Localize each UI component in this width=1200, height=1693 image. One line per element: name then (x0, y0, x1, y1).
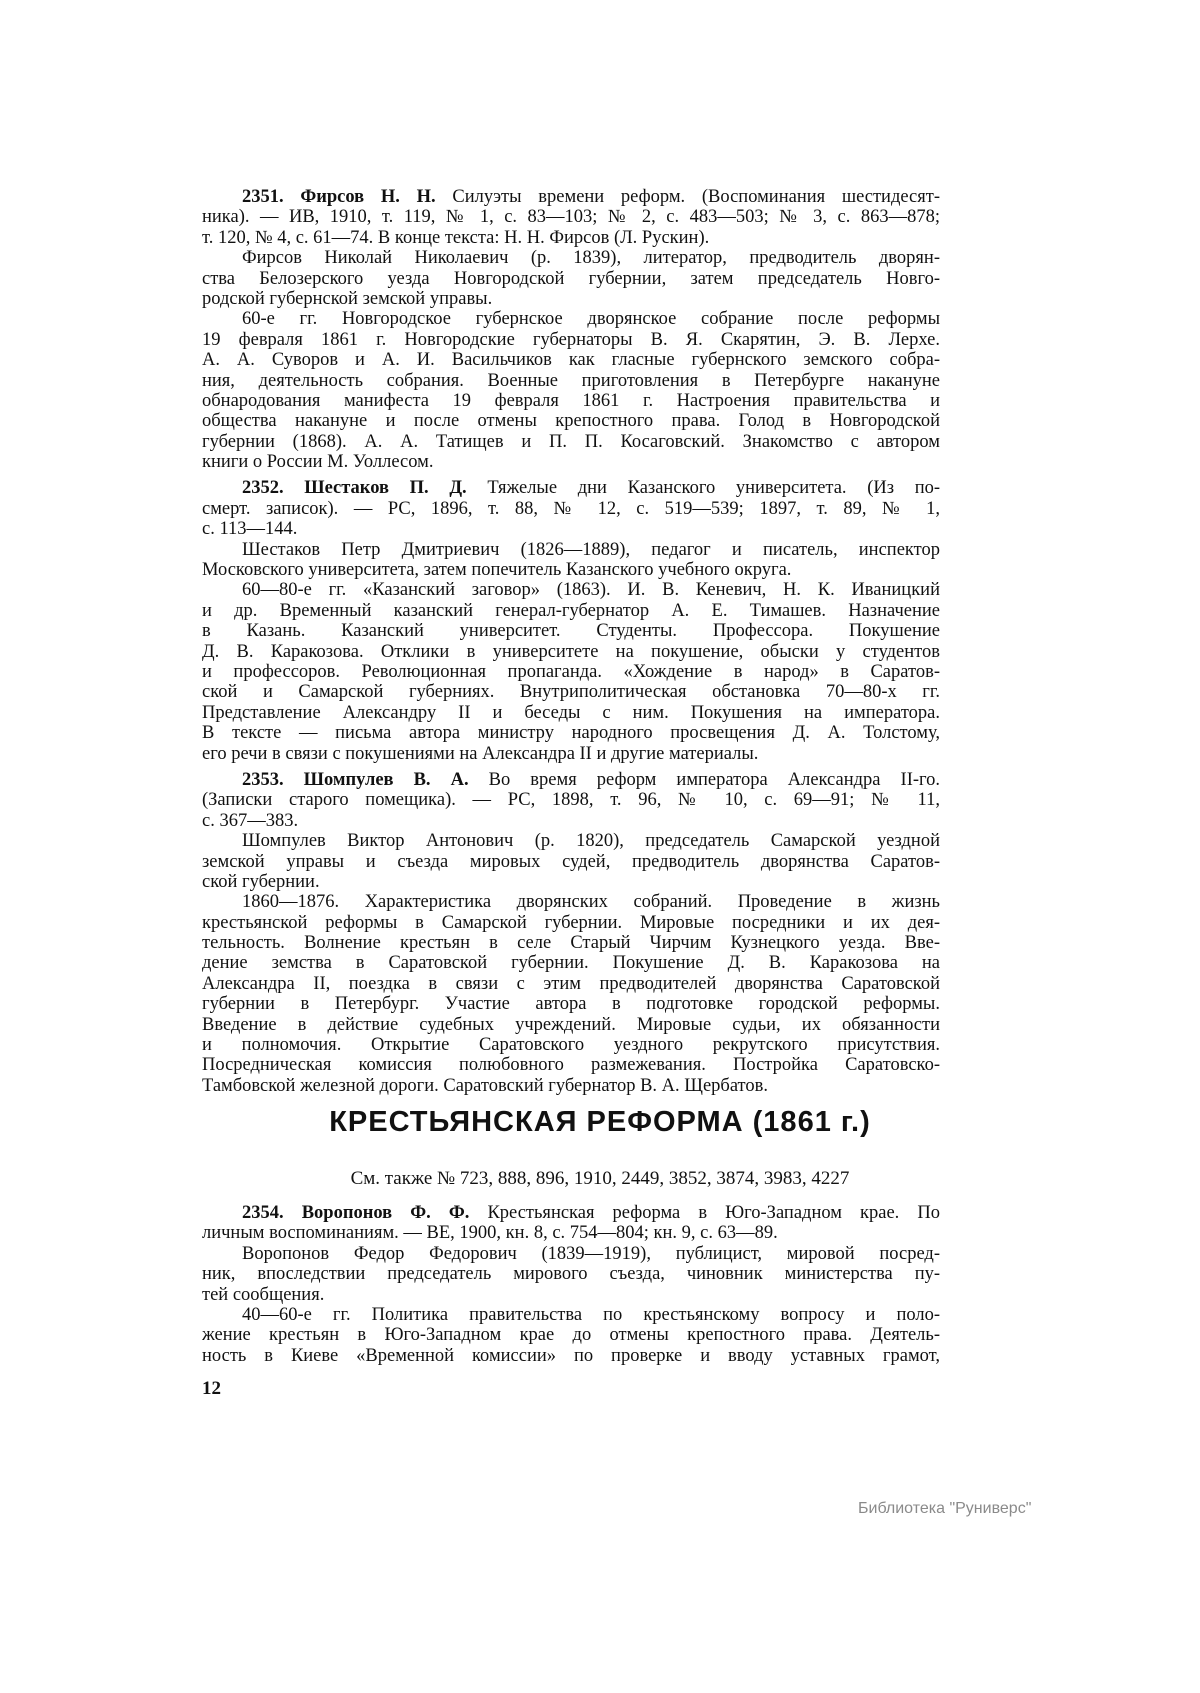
text-line (202, 790, 940, 810)
line-text: и профессоров. Революционная пропаганда. «Хождение в народ» в Саратов- (202, 661, 940, 682)
line-text: Шомпулев Виктор Антонович (р. 1820), председатель Самарской уездной (242, 831, 940, 852)
line-text: Во время реформ императора Александра II-го. (488, 769, 940, 790)
line-text: 40—60-е гг. Политика правительства по крестьянскому вопросу и поло- (242, 1304, 940, 1325)
entry-author-lead: 2353. Шомпулев В. А. (242, 769, 469, 790)
text-line (202, 642, 940, 662)
line-text: дение земства в Саратовской губернии. Покушение Д. В. Каракозова на (202, 953, 940, 974)
text-line (202, 892, 940, 912)
bibliography-entry (202, 187, 940, 248)
text-line (202, 913, 940, 933)
line-text: земской управы и съезда мировых судей, предводитель дворянства Саратов- (202, 851, 940, 872)
text-line (202, 1325, 940, 1345)
text-line (202, 601, 940, 621)
text-line (202, 1305, 940, 1325)
text-line (202, 580, 940, 600)
line-text: т. 120, № 4, с. 61—74. В конце текста: Н. Н. Фирсов (Л. Рускин). (202, 227, 710, 248)
annotation-paragraph (202, 248, 940, 309)
text-line (202, 1035, 940, 1055)
entry-author-lead: 2351. Фирсов Н. Н. (242, 187, 436, 207)
line-text: Тяжелые дни Казанского университета. (Из по- (487, 478, 940, 499)
text-line (202, 1015, 940, 1035)
annotation-paragraph (202, 1244, 940, 1305)
line-text: ния, деятельность собрания. Военные приготовления в Петербурге накануне (202, 370, 940, 391)
line-text: смерт. записок). — РС, 1896, т. 88, № 12, с. 519—539; 1897, т. 89, № 1, (202, 498, 940, 519)
text-line (202, 1055, 940, 1075)
annotation-paragraph (202, 540, 940, 581)
text-line (202, 499, 940, 519)
line-text: и полномочия. Открытие Саратовского уездного рекрутского присутствия. (202, 1035, 940, 1056)
annotation-paragraph (202, 831, 940, 892)
text-line (202, 478, 940, 498)
text-line (202, 1264, 940, 1284)
line-text: Крестьянская реформа в Юго-Западном крае. По (487, 1203, 940, 1223)
text-line (202, 933, 940, 953)
line-text: А. А. Суворов и А. И. Васильчиков как гласные губернского земского собра- (202, 350, 940, 371)
line-text: в Казань. Казанский университет. Студенты. Профессора. Покушение (202, 621, 940, 642)
text-line (202, 831, 940, 851)
line-text: Силуэты времени реформ. (Воспоминания шестидесят- (452, 187, 940, 207)
line-text: 19 февраля 1861 г. Новгородские губернаторы В. Я. Скарятин, Э. В. Лерхе. (202, 329, 940, 350)
line-text: Посредническая комиссия полюбовного размежевания. Постройка Саратовско- (202, 1055, 940, 1076)
section-heading: КРЕСТЬЯНСКАЯ РЕФОРМА (1861 г.) (329, 1106, 871, 1138)
line-text: 60—80-е гг. «Казанский заговор» (1863). И. В. Кеневич, Н. К. Иваницкий (242, 580, 940, 601)
line-text: 60-е гг. Новгородское губернское дворянское собрание после реформы (242, 309, 940, 330)
annotation-paragraph (202, 1305, 940, 1366)
entry-author-lead: 2352. Шестаков П. Д. (242, 478, 467, 499)
text-line (202, 723, 940, 743)
line-text: с. 113—144. (202, 519, 298, 540)
annotation-paragraph (202, 892, 940, 1096)
text-block-upper (202, 187, 940, 1096)
line-text: Тамбовской железной дороги. Саратовский губернатор В. А. Щербатов. (202, 1075, 769, 1096)
text-line (202, 411, 940, 431)
line-text: и др. Временный казанский генерал-губернатор А. Е. Тимашев. Назначение (202, 600, 940, 621)
text-line (202, 1244, 940, 1264)
text-line (202, 330, 940, 350)
line-text: ник, впоследствии председатель мирового съезда, чиновник министерства пу- (202, 1264, 940, 1285)
line-text: тельность. Волнение крестьян в селе Старый Чирчим Кузнецкого уезда. Вве- (202, 933, 940, 954)
text-line (202, 1285, 940, 1305)
line-text: Александра II, поездка в связи с этим предводителей дворянства Саратовской (202, 973, 940, 994)
page-number: 12 (202, 1378, 221, 1399)
text-line (202, 371, 940, 391)
text-line (202, 994, 940, 1014)
entry-author-lead: 2354. Воропонов Ф. Ф. (242, 1203, 470, 1223)
line-text: крестьянской реформы в Самарской губернии. Мировые посредники и их дея- (202, 912, 940, 933)
library-watermark: Библиотека "Руниверс" (858, 1500, 1032, 1517)
text-line (202, 289, 940, 309)
annotation-paragraph (202, 580, 940, 764)
line-text: Д. В. Каракозова. Отклики в университете на покушение, обыски у студентов (202, 641, 940, 662)
line-text: родской губернской земской управы. (202, 288, 493, 309)
line-text: 1860—1876. Характеристика дворянских собраний. Проведение в жизнь (242, 892, 940, 913)
line-text: губернии (1868). А. А. Татищев и П. П. Косаговский. Знакомство с автором (202, 431, 940, 452)
text-line (202, 852, 940, 872)
text-line (202, 540, 940, 560)
text-line (202, 350, 940, 370)
text-line (202, 560, 940, 580)
text-line (202, 1203, 940, 1223)
text-line (202, 187, 940, 207)
line-text: Фирсов Николай Николаевич (р. 1839), литератор, предводитель дворян- (242, 248, 940, 269)
line-text: ника). — ИВ, 1910, т. 119, № 1, с. 83—103; № 2, с. 483—503; № 3, с. 863—878; (202, 207, 940, 228)
line-text: Введение в действие судебных учреждений. Мировые судьи, их обязанности (202, 1014, 940, 1035)
text-line (202, 1346, 940, 1366)
line-text: его речи в связи с покушениями на Александра II и другие материалы. (202, 743, 759, 764)
line-text: личным воспоминаниям. — ВЕ, 1900, кн. 8, с. 754—804; кн. 9, с. 63—89. (202, 1223, 778, 1244)
line-text: с. 367—383. (202, 810, 299, 831)
text-line (202, 974, 940, 994)
line-text: ность в Киеве «Временной комиссии» по проверке и вводу уставных грамот, (202, 1345, 940, 1366)
text-line (202, 953, 940, 973)
line-text: книги о России М. Уоллесом. (202, 452, 434, 473)
text-line (202, 207, 940, 227)
text-line (202, 621, 940, 641)
line-text: ской и Самарской губерниях. Внутриполитическая обстановка 70—80-х гг. (202, 682, 940, 703)
text-line (202, 269, 940, 289)
text-line (202, 1076, 940, 1096)
text-line (202, 391, 940, 411)
text-line (202, 432, 940, 452)
text-line (202, 682, 940, 702)
line-text: ства Белозерского уезда Новгородской губернии, затем председатель Новго- (202, 268, 940, 289)
text-line (202, 228, 940, 248)
text-block-lower (202, 1203, 940, 1366)
line-text: (Записки старого помещика). — РС, 1898, т. 96, № 10, с. 69—91; № 11, (202, 790, 940, 811)
line-text: обнародования манифеста 19 февраля 1861 г. Настроения правительства и (202, 390, 940, 411)
line-text: тей сообщения. (202, 1284, 325, 1305)
see-also-references: См. также № 723, 888, 896, 1910, 2449, 3852, 3874, 3983, 4227 (350, 1168, 850, 1189)
text-line (202, 1223, 940, 1243)
text-line (202, 703, 940, 723)
bibliography-entry (202, 478, 940, 539)
annotation-paragraph (202, 309, 940, 472)
line-text: ской губернии. (202, 871, 320, 892)
line-text: Представление Александру II и беседы с ним. Покушения на императора. (202, 702, 940, 723)
text-line (202, 309, 940, 329)
text-line (202, 452, 940, 472)
text-line (202, 872, 940, 892)
line-text: жение крестьян в Юго-Западном крае до отмены крепостного права. Деятель- (202, 1325, 940, 1346)
bibliography-entry (202, 770, 940, 831)
text-line (202, 811, 940, 831)
text-line (202, 519, 940, 539)
text-line (202, 744, 940, 764)
line-text: Воропонов Федор Федорович (1839—1919), публицист, мировой посред- (242, 1243, 940, 1264)
line-text: губернии в Петербург. Участие автора в подготовке городской реформы. (202, 994, 940, 1015)
line-text: Шестаков Петр Дмитриевич (1826—1889), педагог и писатель, инспектор (242, 539, 940, 560)
text-line (202, 662, 940, 682)
line-text: В тексте — письма автора министру народного просвещения Д. А. Толстому, (202, 723, 940, 744)
text-line (202, 770, 940, 790)
text-line (202, 248, 940, 268)
bibliography-entry (202, 1203, 940, 1244)
line-text: Московского университета, затем попечитель Казанского учебного округа. (202, 560, 792, 581)
line-text: общества накануне и после отмены крепостного права. Голод в Новгородской (202, 411, 940, 432)
